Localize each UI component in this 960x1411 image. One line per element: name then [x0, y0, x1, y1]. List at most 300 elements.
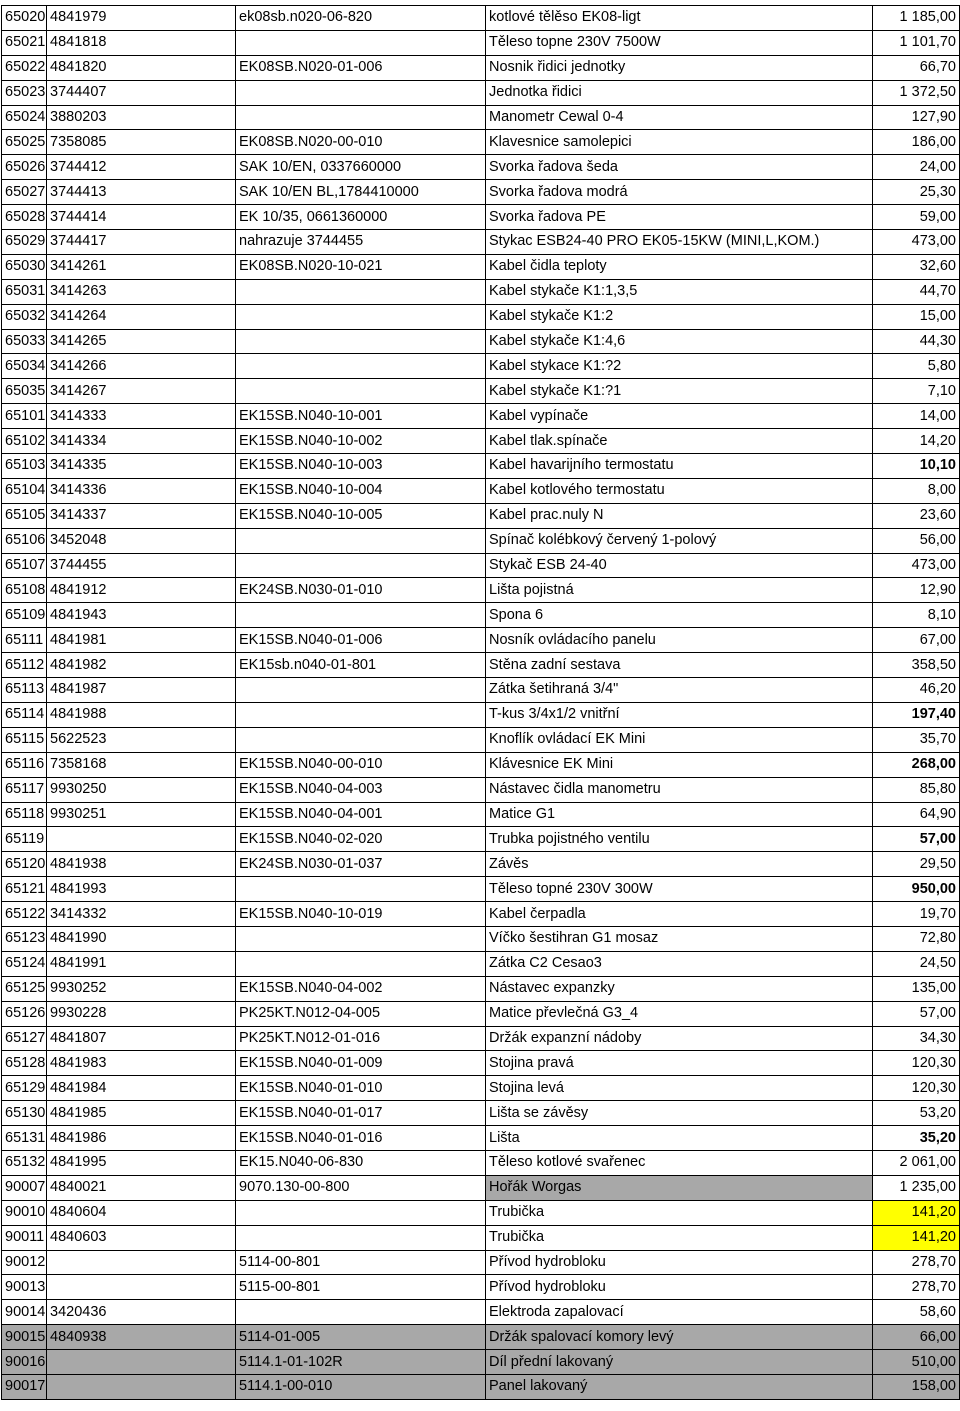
item-number-cell[interactable]: 90011	[2, 1225, 47, 1250]
table-row	[2, 1001, 960, 1026]
item-number-cell[interactable]: 65119	[2, 827, 47, 852]
part-name-cell[interactable]: Stykač ESB 24-40	[486, 553, 873, 578]
drawing-number-cell[interactable]: EK08SB.N020-00-010	[236, 130, 486, 155]
part-name-cell[interactable]: Těleso kotlové svařenec	[486, 1150, 873, 1175]
price-cell[interactable]: 44,70	[873, 279, 960, 304]
price-cell[interactable]: 35,20	[873, 1126, 960, 1151]
item-number-cell[interactable]: 65115	[2, 727, 47, 752]
part-code-cell[interactable]: 3414332	[47, 902, 236, 927]
price-cell[interactable]: 66,70	[873, 55, 960, 80]
drawing-number-cell[interactable]	[236, 30, 486, 55]
part-name-cell[interactable]: Zátka C2 Cesao3	[486, 951, 873, 976]
part-code-cell[interactable]: 3414335	[47, 454, 236, 479]
price-cell[interactable]: 358,50	[873, 653, 960, 678]
part-code-cell[interactable]: 9930251	[47, 802, 236, 827]
drawing-number-cell[interactable]: EK15SB.N040-04-003	[236, 777, 486, 802]
item-number-cell[interactable]: 65106	[2, 528, 47, 553]
drawing-number-cell[interactable]: SAK 10/EN BL,1784410000	[236, 180, 486, 205]
part-name-cell[interactable]: Nosnik řidici jednotky	[486, 55, 873, 80]
part-code-cell[interactable]: 4841986	[47, 1126, 236, 1151]
item-number-cell[interactable]: 65114	[2, 702, 47, 727]
part-code-cell[interactable]: 5622523	[47, 727, 236, 752]
part-code-cell[interactable]: 4841820	[47, 55, 236, 80]
part-name-cell[interactable]: Kabel kotlového termostatu	[486, 478, 873, 503]
part-code-cell[interactable]: 3452048	[47, 528, 236, 553]
item-number-cell[interactable]: 65129	[2, 1076, 47, 1101]
item-number-cell[interactable]: 65125	[2, 976, 47, 1001]
table-row	[2, 454, 960, 479]
drawing-number-cell[interactable]: EK15SB.N040-01-009	[236, 1051, 486, 1076]
part-name-cell[interactable]: Knoflík ovládací EK Mini	[486, 727, 873, 752]
price-cell[interactable]: 57,00	[873, 1001, 960, 1026]
part-name-cell[interactable]: Přívod hydrobloku	[486, 1275, 873, 1300]
drawing-number-cell[interactable]	[236, 951, 486, 976]
part-code-cell[interactable]: 3744417	[47, 230, 236, 255]
part-name-cell[interactable]: Díl přední lakovaný	[486, 1350, 873, 1375]
drawing-number-cell[interactable]: EK15SB.N040-10-002	[236, 429, 486, 454]
drawing-number-cell[interactable]: 5114-00-801	[236, 1250, 486, 1275]
part-name-cell[interactable]: Kabel stykače K1:2	[486, 304, 873, 329]
part-code-cell[interactable]: 4840604	[47, 1200, 236, 1225]
drawing-number-cell[interactable]	[236, 105, 486, 130]
table-row	[2, 653, 960, 678]
table-row	[2, 55, 960, 80]
part-code-cell[interactable]: 4841818	[47, 30, 236, 55]
price-cell[interactable]: 5,80	[873, 354, 960, 379]
item-number-cell[interactable]: 65033	[2, 329, 47, 354]
item-number-cell[interactable]: 65123	[2, 926, 47, 951]
drawing-number-cell[interactable]	[236, 1225, 486, 1250]
item-number-cell[interactable]: 65105	[2, 503, 47, 528]
part-code-cell[interactable]: 3414267	[47, 379, 236, 404]
drawing-number-cell[interactable]: EK15.N040-06-830	[236, 1150, 486, 1175]
item-number-cell[interactable]: 65109	[2, 603, 47, 628]
price-cell[interactable]: 19,70	[873, 902, 960, 927]
drawing-number-cell[interactable]: PK25KT.N012-01-016	[236, 1026, 486, 1051]
price-cell[interactable]: 158,00	[873, 1374, 960, 1399]
price-cell[interactable]: 141,20	[873, 1200, 960, 1225]
part-code-cell[interactable]: 3414261	[47, 254, 236, 279]
price-cell[interactable]: 8,10	[873, 603, 960, 628]
part-code-cell[interactable]: 4841912	[47, 578, 236, 603]
item-number-cell[interactable]: 65030	[2, 254, 47, 279]
part-name-cell[interactable]: Nosník ovládacího panelu	[486, 628, 873, 653]
price-cell[interactable]: 24,50	[873, 951, 960, 976]
part-code-cell[interactable]: 3880203	[47, 105, 236, 130]
drawing-number-cell[interactable]: EK15SB.N040-10-019	[236, 902, 486, 927]
part-name-cell[interactable]: Lišta	[486, 1126, 873, 1151]
part-code-cell[interactable]: 3414266	[47, 354, 236, 379]
drawing-number-cell[interactable]	[236, 279, 486, 304]
table-row	[2, 1175, 960, 1200]
drawing-number-cell[interactable]: EK15SB.N040-10-003	[236, 454, 486, 479]
item-number-cell[interactable]: 65035	[2, 379, 47, 404]
part-code-cell[interactable]: 4841982	[47, 653, 236, 678]
item-number-cell[interactable]: 90016	[2, 1350, 47, 1375]
table-row	[2, 1275, 960, 1300]
item-number-cell[interactable]: 90017	[2, 1374, 47, 1399]
part-name-cell[interactable]: Kabel čidla teploty	[486, 254, 873, 279]
table-row	[2, 329, 960, 354]
item-number-cell[interactable]: 90010	[2, 1200, 47, 1225]
item-number-cell[interactable]: 65101	[2, 404, 47, 429]
part-name-cell[interactable]: Trubička	[486, 1225, 873, 1250]
drawing-number-cell[interactable]: 5114.1-00-010	[236, 1374, 486, 1399]
part-name-cell[interactable]: Přívod hydrobloku	[486, 1250, 873, 1275]
table-row	[2, 404, 960, 429]
item-number-cell[interactable]: 65021	[2, 30, 47, 55]
spreadsheet	[0, 5, 960, 1400]
item-number-cell[interactable]: 65131	[2, 1126, 47, 1151]
part-code-cell[interactable]: 4841807	[47, 1026, 236, 1051]
drawing-number-cell[interactable]: EK15SB.N040-10-001	[236, 404, 486, 429]
price-cell[interactable]: 135,00	[873, 976, 960, 1001]
drawing-number-cell[interactable]	[236, 1200, 486, 1225]
part-name-cell[interactable]: kotlové tělěso EK08-ligt	[486, 6, 873, 31]
part-code-cell[interactable]	[47, 827, 236, 852]
part-code-cell[interactable]: 4841990	[47, 926, 236, 951]
part-code-cell[interactable]: 9930252	[47, 976, 236, 1001]
part-name-cell[interactable]: Elektroda zapalovací	[486, 1300, 873, 1325]
price-cell[interactable]: 473,00	[873, 230, 960, 255]
drawing-number-cell[interactable]	[236, 553, 486, 578]
price-cell[interactable]: 15,00	[873, 304, 960, 329]
part-name-cell[interactable]: Stojina levá	[486, 1076, 873, 1101]
drawing-number-cell[interactable]: EK15SB.N040-10-005	[236, 503, 486, 528]
drawing-number-cell[interactable]: ek08sb.n020-06-820	[236, 6, 486, 31]
drawing-number-cell[interactable]: EK15SB.N040-04-002	[236, 976, 486, 1001]
table-row	[2, 6, 960, 31]
part-name-cell[interactable]: Kabel čerpadla	[486, 902, 873, 927]
part-code-cell[interactable]: 4840938	[47, 1325, 236, 1350]
table-row	[2, 1126, 960, 1151]
drawing-number-cell[interactable]: nahrazuje 3744455	[236, 230, 486, 255]
price-cell[interactable]: 34,30	[873, 1026, 960, 1051]
item-number-cell[interactable]: 90015	[2, 1325, 47, 1350]
part-name-cell[interactable]: Držák expanzní nádoby	[486, 1026, 873, 1051]
part-name-cell[interactable]: Kabel stykače K1:4,6	[486, 329, 873, 354]
part-name-cell[interactable]: Stěna zadní sestava	[486, 653, 873, 678]
price-cell[interactable]: 10,10	[873, 454, 960, 479]
price-cell[interactable]: 44,30	[873, 329, 960, 354]
drawing-number-cell[interactable]: EK15SB.N040-10-004	[236, 478, 486, 503]
part-name-cell[interactable]: Těleso topne 230V 7500W	[486, 30, 873, 55]
price-cell[interactable]: 141,20	[873, 1225, 960, 1250]
item-number-cell[interactable]: 65132	[2, 1150, 47, 1175]
part-code-cell[interactable]: 3414334	[47, 429, 236, 454]
part-name-cell[interactable]: Matice G1	[486, 802, 873, 827]
price-cell[interactable]: 72,80	[873, 926, 960, 951]
item-number-cell[interactable]: 65023	[2, 80, 47, 105]
price-cell[interactable]: 2 061,00	[873, 1150, 960, 1175]
drawing-number-cell[interactable]: 5114-01-005	[236, 1325, 486, 1350]
part-code-cell[interactable]: 3744407	[47, 80, 236, 105]
part-name-cell[interactable]: Klavesnice samolepici	[486, 130, 873, 155]
item-number-cell[interactable]: 90014	[2, 1300, 47, 1325]
item-number-cell[interactable]: 65128	[2, 1051, 47, 1076]
table-row	[2, 254, 960, 279]
price-cell[interactable]: 23,60	[873, 503, 960, 528]
part-code-cell[interactable]: 4841993	[47, 877, 236, 902]
drawing-number-cell[interactable]: EK15SB.N040-01-006	[236, 628, 486, 653]
price-cell[interactable]: 67,00	[873, 628, 960, 653]
price-cell[interactable]: 57,00	[873, 827, 960, 852]
drawing-number-cell[interactable]: EK15SB.N040-02-020	[236, 827, 486, 852]
drawing-number-cell[interactable]: EK24SB.N030-01-037	[236, 852, 486, 877]
price-cell[interactable]: 8,00	[873, 478, 960, 503]
part-name-cell[interactable]: Spínač kolébkový červený 1-polový	[486, 528, 873, 553]
part-code-cell[interactable]: 3414263	[47, 279, 236, 304]
price-cell[interactable]: 35,70	[873, 727, 960, 752]
item-number-cell[interactable]: 65108	[2, 578, 47, 603]
drawing-number-cell[interactable]: 5115-00-801	[236, 1275, 486, 1300]
part-code-cell[interactable]: 3744412	[47, 155, 236, 180]
drawing-number-cell[interactable]: PK25KT.N012-04-005	[236, 1001, 486, 1026]
item-number-cell[interactable]: 90013	[2, 1275, 47, 1300]
part-code-cell[interactable]: 4841984	[47, 1076, 236, 1101]
item-number-cell[interactable]: 65034	[2, 354, 47, 379]
price-cell[interactable]: 56,00	[873, 528, 960, 553]
item-number-cell[interactable]: 65020	[2, 6, 47, 31]
part-code-cell[interactable]: 4841938	[47, 852, 236, 877]
item-number-cell[interactable]: 65113	[2, 678, 47, 703]
price-cell[interactable]: 64,90	[873, 802, 960, 827]
item-number-cell[interactable]: 65026	[2, 155, 47, 180]
drawing-number-cell[interactable]: 9070.130-00-800	[236, 1175, 486, 1200]
price-cell[interactable]: 1 235,00	[873, 1175, 960, 1200]
part-name-cell[interactable]: Matice převlečná G3_4	[486, 1001, 873, 1026]
drawing-number-cell[interactable]	[236, 702, 486, 727]
part-name-cell[interactable]: Nástavec čidla manometru	[486, 777, 873, 802]
price-cell[interactable]: 85,80	[873, 777, 960, 802]
part-name-cell[interactable]: Trubička	[486, 1200, 873, 1225]
part-code-cell[interactable]: 3414336	[47, 478, 236, 503]
part-name-cell[interactable]: Manometr Cewal 0-4	[486, 105, 873, 130]
part-code-cell[interactable]: 4841983	[47, 1051, 236, 1076]
part-name-cell[interactable]: Svorka řadova šeda	[486, 155, 873, 180]
item-number-cell[interactable]: 65112	[2, 653, 47, 678]
item-number-cell[interactable]: 65032	[2, 304, 47, 329]
item-number-cell[interactable]: 90007	[2, 1175, 47, 1200]
item-number-cell[interactable]: 65028	[2, 205, 47, 230]
part-name-cell[interactable]: Kabel vypínače	[486, 404, 873, 429]
drawing-number-cell[interactable]	[236, 80, 486, 105]
item-number-cell[interactable]: 65102	[2, 429, 47, 454]
part-name-cell[interactable]: Hořák Worgas	[486, 1175, 873, 1200]
price-cell[interactable]: 14,00	[873, 404, 960, 429]
part-code-cell[interactable]: 3420436	[47, 1300, 236, 1325]
price-cell[interactable]: 53,20	[873, 1101, 960, 1126]
parts-price-table	[1, 5, 960, 1400]
item-number-cell[interactable]: 65029	[2, 230, 47, 255]
drawing-number-cell[interactable]	[236, 877, 486, 902]
drawing-number-cell[interactable]: EK15sb.n040-01-801	[236, 653, 486, 678]
table-row	[2, 852, 960, 877]
price-cell[interactable]: 197,40	[873, 702, 960, 727]
part-code-cell[interactable]: 4840021	[47, 1175, 236, 1200]
drawing-number-cell[interactable]: EK15SB.N040-01-010	[236, 1076, 486, 1101]
part-name-cell[interactable]: Kabel stykače K1:1,3,5	[486, 279, 873, 304]
price-cell[interactable]: 32,60	[873, 254, 960, 279]
part-code-cell[interactable]: 7358085	[47, 130, 236, 155]
table-row	[2, 105, 960, 130]
item-number-cell[interactable]: 65027	[2, 180, 47, 205]
drawing-number-cell[interactable]	[236, 354, 486, 379]
item-number-cell[interactable]: 65024	[2, 105, 47, 130]
drawing-number-cell[interactable]: EK15SB.N040-01-016	[236, 1126, 486, 1151]
drawing-number-cell[interactable]	[236, 304, 486, 329]
drawing-number-cell[interactable]	[236, 727, 486, 752]
item-number-cell[interactable]: 65117	[2, 777, 47, 802]
drawing-number-cell[interactable]	[236, 678, 486, 703]
item-number-cell[interactable]: 65121	[2, 877, 47, 902]
item-number-cell[interactable]: 65127	[2, 1026, 47, 1051]
price-cell[interactable]: 278,70	[873, 1275, 960, 1300]
item-number-cell[interactable]: 65103	[2, 454, 47, 479]
item-number-cell[interactable]: 65025	[2, 130, 47, 155]
table-row	[2, 80, 960, 105]
part-name-cell[interactable]: T-kus 3/4x1/2 vnitřní	[486, 702, 873, 727]
drawing-number-cell[interactable]: EK 10/35, 0661360000	[236, 205, 486, 230]
part-code-cell[interactable]: 3414265	[47, 329, 236, 354]
part-name-cell[interactable]: Lišta se závěsy	[486, 1101, 873, 1126]
part-code-cell[interactable]: 3414264	[47, 304, 236, 329]
part-code-cell[interactable]: 4841985	[47, 1101, 236, 1126]
part-code-cell[interactable]: 4841981	[47, 628, 236, 653]
part-name-cell[interactable]: Kabel havarijního termostatu	[486, 454, 873, 479]
drawing-number-cell[interactable]: EK15SB.N040-00-010	[236, 752, 486, 777]
part-name-cell[interactable]: Trubka pojistného ventilu	[486, 827, 873, 852]
drawing-number-cell[interactable]	[236, 528, 486, 553]
table-row	[2, 180, 960, 205]
price-cell[interactable]: 120,30	[873, 1076, 960, 1101]
drawing-number-cell[interactable]: EK08SB.N020-10-021	[236, 254, 486, 279]
table-row	[2, 155, 960, 180]
price-cell[interactable]: 1 372,50	[873, 80, 960, 105]
part-code-cell[interactable]: 9930228	[47, 1001, 236, 1026]
price-cell[interactable]: 278,70	[873, 1250, 960, 1275]
price-cell[interactable]: 1 185,00	[873, 6, 960, 31]
drawing-number-cell[interactable]: EK24SB.N030-01-010	[236, 578, 486, 603]
price-cell[interactable]: 950,00	[873, 877, 960, 902]
item-number-cell[interactable]: 65022	[2, 55, 47, 80]
part-code-cell[interactable]: 9930250	[47, 777, 236, 802]
part-code-cell[interactable]: 4841987	[47, 678, 236, 703]
price-cell[interactable]: 24,00	[873, 155, 960, 180]
item-number-cell[interactable]: 65126	[2, 1001, 47, 1026]
part-name-cell[interactable]: Kabel stykače K1:?1	[486, 379, 873, 404]
price-cell[interactable]: 1 101,70	[873, 30, 960, 55]
part-name-cell[interactable]: Těleso topné 230V 300W	[486, 877, 873, 902]
part-code-cell[interactable]: 3744414	[47, 205, 236, 230]
item-number-cell[interactable]: 65116	[2, 752, 47, 777]
price-cell[interactable]: 59,00	[873, 205, 960, 230]
part-code-cell[interactable]	[47, 1374, 236, 1399]
price-cell[interactable]: 29,50	[873, 852, 960, 877]
part-code-cell[interactable]: 7358168	[47, 752, 236, 777]
part-code-cell[interactable]	[47, 1350, 236, 1375]
part-name-cell[interactable]: Stojina pravá	[486, 1051, 873, 1076]
drawing-number-cell[interactable]	[236, 1300, 486, 1325]
drawing-number-cell[interactable]	[236, 926, 486, 951]
drawing-number-cell[interactable]	[236, 379, 486, 404]
item-number-cell[interactable]: 65122	[2, 902, 47, 927]
part-code-cell[interactable]: 3744413	[47, 180, 236, 205]
table-row	[2, 1101, 960, 1126]
price-cell[interactable]: 7,10	[873, 379, 960, 404]
part-name-cell[interactable]: Lišta pojistná	[486, 578, 873, 603]
part-name-cell[interactable]: Zátka šetihraná 3/4"	[486, 678, 873, 703]
item-number-cell[interactable]: 65120	[2, 852, 47, 877]
part-name-cell[interactable]: Držák spalovací komory levý	[486, 1325, 873, 1350]
price-cell[interactable]: 25,30	[873, 180, 960, 205]
part-code-cell[interactable]: 4841995	[47, 1150, 236, 1175]
part-code-cell[interactable]	[47, 1250, 236, 1275]
drawing-number-cell[interactable]: EK15SB.N040-01-017	[236, 1101, 486, 1126]
drawing-number-cell[interactable]: SAK 10/EN, 0337660000	[236, 155, 486, 180]
part-code-cell[interactable]: 4841988	[47, 702, 236, 727]
price-cell[interactable]: 510,00	[873, 1350, 960, 1375]
part-name-cell[interactable]: Spona 6	[486, 603, 873, 628]
part-name-cell[interactable]: Víčko šestihran G1 mosaz	[486, 926, 873, 951]
item-number-cell[interactable]: 65118	[2, 802, 47, 827]
part-name-cell[interactable]: Svorka řadova PE	[486, 205, 873, 230]
part-name-cell[interactable]: Svorka řadova modrá	[486, 180, 873, 205]
price-cell[interactable]: 127,90	[873, 105, 960, 130]
table-row	[2, 777, 960, 802]
part-name-cell[interactable]: Panel lakovaný	[486, 1374, 873, 1399]
price-cell[interactable]: 473,00	[873, 553, 960, 578]
price-cell[interactable]: 186,00	[873, 130, 960, 155]
price-cell[interactable]: 66,00	[873, 1325, 960, 1350]
item-number-cell[interactable]: 65107	[2, 553, 47, 578]
part-code-cell[interactable]: 4841991	[47, 951, 236, 976]
part-code-cell[interactable]	[47, 1275, 236, 1300]
item-number-cell[interactable]: 65111	[2, 628, 47, 653]
drawing-number-cell[interactable]	[236, 603, 486, 628]
part-code-cell[interactable]: 4841943	[47, 603, 236, 628]
drawing-number-cell[interactable]	[236, 329, 486, 354]
item-number-cell[interactable]: 65124	[2, 951, 47, 976]
price-cell[interactable]: 58,60	[873, 1300, 960, 1325]
part-name-cell[interactable]: Kabel stykace K1:?2	[486, 354, 873, 379]
price-cell[interactable]: 120,30	[873, 1051, 960, 1076]
price-cell[interactable]: 268,00	[873, 752, 960, 777]
drawing-number-cell[interactable]: EK08SB.N020-01-006	[236, 55, 486, 80]
drawing-number-cell[interactable]: EK15SB.N040-04-001	[236, 802, 486, 827]
drawing-number-cell[interactable]: 5114.1-01-102R	[236, 1350, 486, 1375]
price-cell[interactable]: 14,20	[873, 429, 960, 454]
part-code-cell[interactable]: 3744455	[47, 553, 236, 578]
part-name-cell[interactable]: Závěs	[486, 852, 873, 877]
part-name-cell[interactable]: Kabel prac.nuly N	[486, 503, 873, 528]
part-code-cell[interactable]: 4841979	[47, 6, 236, 31]
part-code-cell[interactable]: 3414333	[47, 404, 236, 429]
price-cell[interactable]: 12,90	[873, 578, 960, 603]
item-number-cell[interactable]: 65130	[2, 1101, 47, 1126]
part-name-cell[interactable]: Kabel tlak.spínače	[486, 429, 873, 454]
part-code-cell[interactable]: 3414337	[47, 503, 236, 528]
item-number-cell[interactable]: 65104	[2, 478, 47, 503]
item-number-cell[interactable]: 90012	[2, 1250, 47, 1275]
price-cell[interactable]: 46,20	[873, 678, 960, 703]
part-code-cell[interactable]: 4840603	[47, 1225, 236, 1250]
part-name-cell[interactable]: Nástavec expanzky	[486, 976, 873, 1001]
part-name-cell[interactable]: Stykac ESB24-40 PRO EK05-15KW (MINI,L,KOM.)	[486, 230, 873, 255]
part-name-cell[interactable]: Jednotka řidici	[486, 80, 873, 105]
part-name-cell[interactable]: Klávesnice EK Mini	[486, 752, 873, 777]
item-number-cell[interactable]: 65031	[2, 279, 47, 304]
